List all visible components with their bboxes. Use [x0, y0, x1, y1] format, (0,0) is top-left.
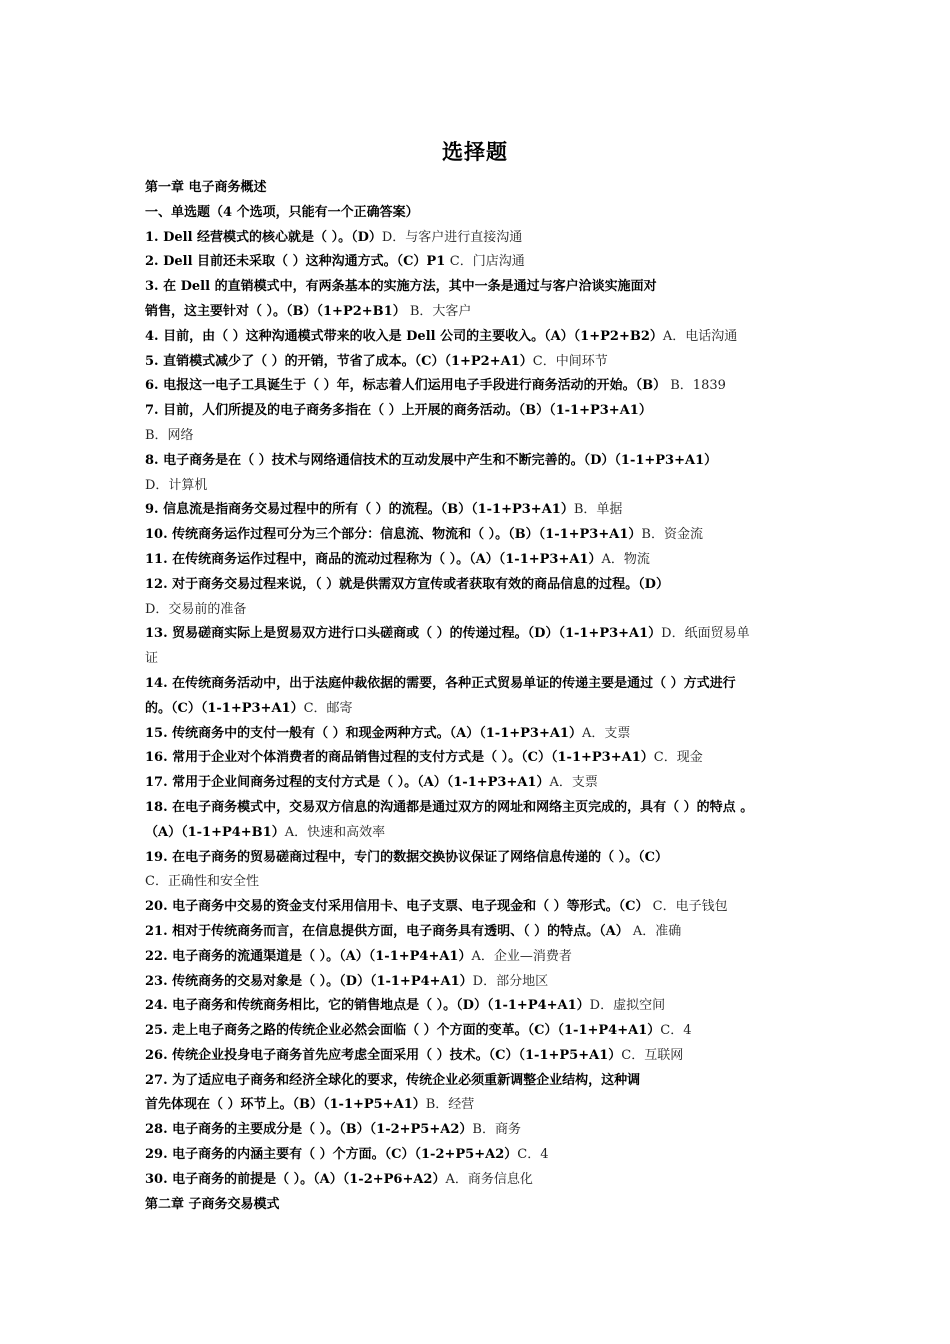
answer-text: D．交易前的准备: [145, 601, 247, 617]
question-text: 26. 传统企业投身电子商务首先应考虑全面采用（ ）技术。（C）（1-1+P5+A1）: [145, 1047, 622, 1063]
text-line: [145, 746, 825, 771]
question-text: 第二章 子商务交易模式: [145, 1196, 280, 1212]
answer-text: A．企业—消费者: [471, 948, 572, 964]
question-text: 27. 为了适应电子商务和经济全球化的要求，传统企业必须重新调整企业结构，这种调: [145, 1072, 641, 1088]
text-line: [145, 945, 825, 970]
text-line: [145, 970, 825, 995]
question-text: 1. Dell 经营模式的核心就是（ ）。（D）: [145, 229, 382, 245]
text-line: [145, 250, 825, 275]
question-text: 16. 常用于企业对个体消费者的商品销售过程的支付方式是（ ）。（C）（1-1+P3+A1）: [145, 750, 654, 766]
text-line: [145, 350, 825, 375]
answer-text: B．大客户: [405, 303, 472, 319]
answer-text: B．单据: [573, 502, 623, 518]
answer-text: A．支票: [581, 725, 631, 741]
text-line: [145, 821, 825, 846]
question-text: 19. 在电子商务的贸易磋商过程中，专门的数据交换协议保证了网络信息传递的（ ）。（C）: [145, 849, 669, 865]
answer-text: C．互联网: [621, 1047, 684, 1063]
answer-text: A．电话沟通: [662, 328, 738, 344]
question-text: 28. 电子商务的主要成分是（ ）。（B）（1-2+P5+A2）: [145, 1122, 473, 1138]
text-line: [145, 176, 825, 201]
answer-text: B．资金流: [641, 527, 703, 543]
text-line: [145, 523, 825, 548]
answer-text: C．电子钱包: [648, 899, 728, 915]
text-line: [145, 474, 825, 499]
question-text: 30. 电子商务的前提是（ ）。（A）（1-2+P6+A2）: [145, 1171, 446, 1187]
text-line: [145, 1044, 825, 1069]
question-text: 25. 走上电子商务之路的传统企业必然会面临（ ）个方面的变革。（C）（1-1+P4+A1）: [145, 1023, 661, 1039]
text-line: [145, 201, 825, 226]
text-line: [145, 622, 825, 647]
question-text: 24. 电子商务和传统商务相比，它的销售地点是（ ）。（D）（1-1+P4+A1）: [145, 998, 590, 1014]
question-text: 17. 常用于企业间商务过程的支付方式是（ ）。（A）（1-1+P3+A1）: [145, 775, 550, 791]
text-line: [145, 325, 825, 350]
answer-text: A．快速和高效率: [284, 824, 386, 840]
text-line: [145, 498, 825, 523]
question-text: 5. 直销模式减少了（ ）的开销，节省了成本。（C）（1+P2+A1）: [145, 353, 533, 369]
answer-text: C．现金: [653, 750, 703, 766]
answer-text: C．4: [660, 1023, 692, 1039]
answer-text: D．计算机: [145, 477, 208, 493]
answer-text: A．准确: [628, 923, 682, 939]
text-line: [145, 672, 825, 697]
answer-text: C．门店沟通: [449, 254, 525, 270]
text-line: [145, 771, 825, 796]
question-text: 29. 电子商务的内涵主要有（ ）个方面。（C）（1-2+P5+A2）: [145, 1147, 518, 1163]
text-line: [145, 895, 825, 920]
answer-text: D．虚拟空间: [589, 998, 666, 1014]
answer-text: A．物流: [601, 551, 650, 567]
question-text: 15. 传统商务中的支付一般有（ ）和现金两种方式。（A）（1-1+P3+A1）: [145, 725, 582, 741]
text-line: [145, 226, 825, 251]
text-line: [145, 573, 825, 598]
page-title: 选择题: [442, 140, 508, 164]
question-text: 11. 在传统商务运作过程中，商品的流动过程称为（ ）。（A）（1-1+P3+A1）: [145, 551, 602, 567]
text-line: [145, 796, 825, 821]
answer-text: C．邮寄: [303, 700, 353, 716]
answer-text: D．部分地区: [472, 973, 549, 989]
question-text: 6. 电报这一电子工具诞生于（ ）年，标志着人们运用电子手段进行商务活动的开始。（B）: [145, 378, 667, 394]
text-line: [145, 598, 825, 623]
text-line: [145, 374, 825, 399]
answer-text: B．网络: [145, 427, 194, 443]
question-text: 7. 目前，人们所提及的电子商务多指在（ ）上开展的商务活动。（B）（1-1+P3+A1）: [145, 403, 652, 419]
question-text: 9. 信息流是指商务交易过程中的所有（ ）的流程。（B）（1-1+P3+A1）: [145, 502, 574, 518]
question-text: 4. 目前，由（ ）这种沟通模式带来的收入是 Dell 公司的主要收入。（A）（1+P2+B2）: [145, 328, 663, 344]
question-text: （A）（1-1+P4+B1）: [145, 824, 285, 840]
text-line: [145, 994, 825, 1019]
text-line: [145, 1019, 825, 1044]
answer-text: D．纸面贸易单: [661, 626, 750, 642]
text-line: [145, 399, 825, 424]
text-line: [145, 870, 825, 895]
answer-text: B．经营: [425, 1097, 475, 1113]
question-text: 第一章 电子商务概述: [145, 180, 267, 195]
text-line: [145, 449, 825, 474]
answer-text: A．商务信息化: [445, 1171, 533, 1187]
question-text: 22. 电子商务的流通渠道是（ ）。（A）（1-1+P4+A1）: [145, 948, 472, 964]
answer-text: B．商务: [472, 1122, 521, 1138]
answer-text: C．正确性和安全性: [145, 874, 259, 890]
text-line: [145, 275, 825, 300]
text-line: [145, 647, 825, 672]
question-text: 18. 在电子商务模式中，交易双方信息的沟通都是通过双方的网址和网络主页完成的，具有（ ）的特点 。: [145, 799, 754, 815]
text-line: [145, 1143, 825, 1168]
answer-text: D．与客户进行直接沟通: [381, 229, 523, 245]
question-text: 3. 在 Dell 的直销模式中，有两条基本的实施方法，其中一条是通过与客户洽谈实施面对: [145, 279, 657, 295]
question-text: 一、单选题（4 个选项，只能有一个正确答案）: [145, 204, 419, 220]
question-text: 8. 电子商务是在（ ）技术与网络通信技术的互动发展中产生和不断完善的。（D）（1-1+P3+A1）: [145, 452, 718, 468]
text-line: [145, 920, 825, 945]
text-line: [145, 846, 825, 871]
text-line: [145, 1069, 825, 1094]
question-text: 13. 贸易磋商实际上是贸易双方进行口头磋商或（ ）的传递过程。（D）（1-1+P3+A1）: [145, 626, 662, 642]
question-text: 10. 传统商务运作过程可分为三个部分：信息流、物流和（ ）。（B）（1-1+P3+A1）: [145, 527, 642, 543]
text-line: [145, 424, 825, 449]
question-text: 的。（C）（1-1+P3+A1）: [145, 700, 304, 716]
text-line: [145, 548, 825, 573]
question-text: 23. 传统商务的交易对象是（ ）。（D）（1-1+P4+A1）: [145, 973, 473, 989]
question-text: 12. 对于商务交易过程来说，（ ）就是供需双方宣传或者获取有效的商品信息的过程。（D）: [145, 576, 669, 592]
question-text: 20. 电子商务中交易的资金支付采用信用卡、电子支票、电子现金和（ ）等形式。（C）: [145, 899, 649, 915]
text-line: [145, 697, 825, 722]
question-text: 首先体现在（ ）环节上。（B）（1-1+P5+A1）: [145, 1097, 426, 1113]
question-text: 2. Dell 目前还未采取（ ）这种沟通方式。（C）P1: [145, 254, 450, 270]
answer-text: 证: [145, 651, 159, 667]
answer-text: B．1839: [666, 378, 726, 394]
answer-text: C．中间环节: [532, 353, 608, 369]
question-text: 销售，这主要针对（ ）。（B）（1+P2+B1）: [145, 303, 406, 319]
question-text: 14. 在传统商务活动中，出于法庭仲裁依据的需要，各种正式贸易单证的传递主要是通过（ ）方式进行: [145, 675, 736, 691]
text-line: [145, 1118, 825, 1143]
text-line: [145, 1193, 825, 1218]
text-line: [145, 1093, 825, 1118]
answer-text: C．4: [517, 1147, 549, 1163]
answer-text: A．支票: [549, 775, 598, 791]
text-line: [145, 300, 825, 325]
question-text: 21. 相对于传统商务而言，在信息提供方面，电子商务具有透明、（ ）的特点。（A）: [145, 923, 629, 939]
text-line: [145, 1168, 825, 1193]
question-list: [145, 176, 825, 1217]
text-line: [145, 722, 825, 747]
